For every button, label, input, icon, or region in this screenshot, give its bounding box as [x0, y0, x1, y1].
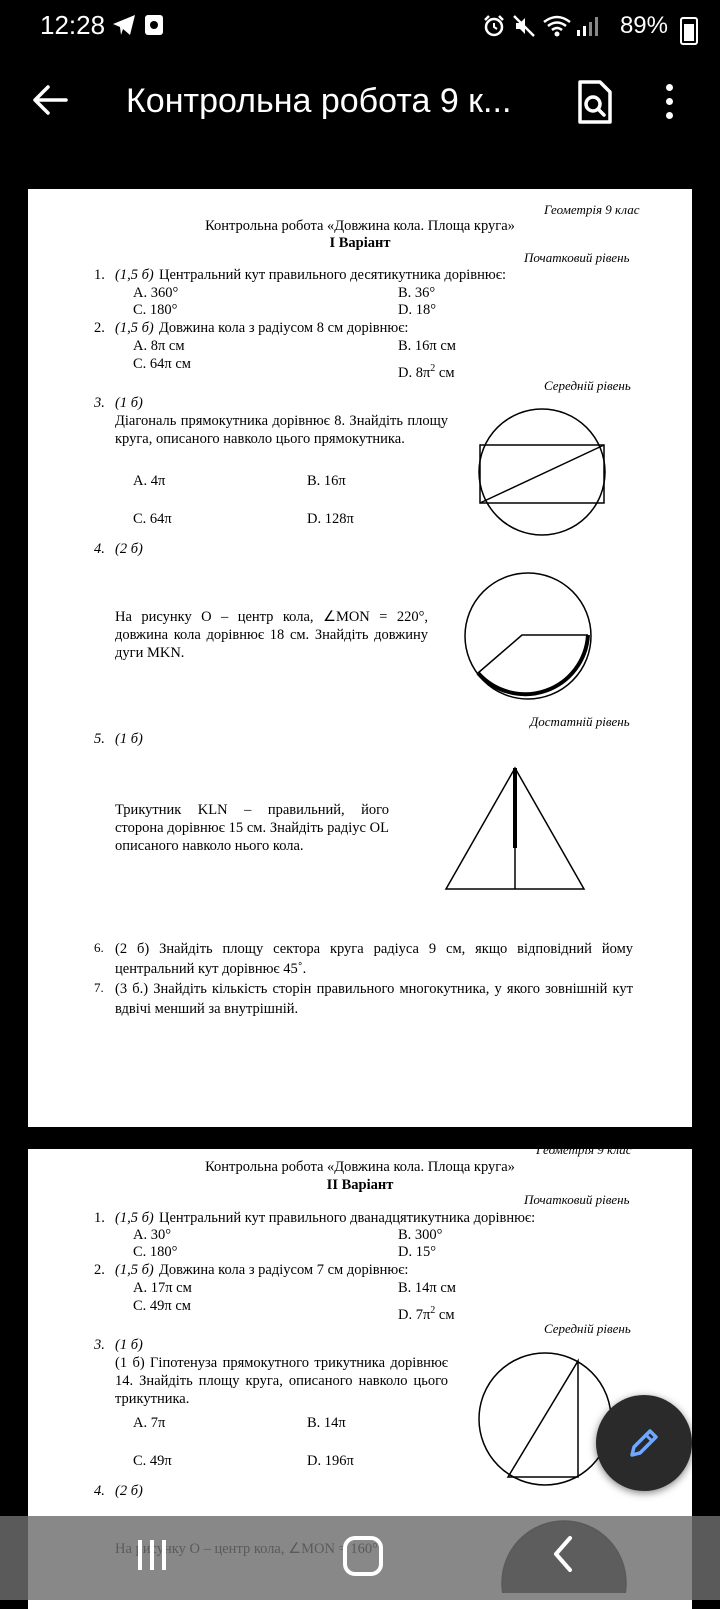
- level-mid-label: Середній рівень: [544, 378, 631, 393]
- level-sufficient-label: Достатній рівень: [530, 714, 630, 729]
- q2-text: Довжина кола з радіусом 8 см дорівнює:: [159, 320, 409, 336]
- q7-text: (3 б.) Знайдіть кількість сторін правильного многокутника, у якого зовнішній кут вдвічі менший за внутрішній.: [115, 981, 633, 1017]
- q2-points: (1,5 б): [115, 1262, 154, 1278]
- q2-number: 2.: [94, 320, 105, 336]
- q2-option-b: В. 16π см: [398, 338, 456, 354]
- nav-back-icon[interactable]: [548, 1534, 578, 1574]
- q3-number: 3.: [94, 395, 105, 411]
- status-time: 12:28: [40, 10, 106, 40]
- q1-option-b: В. 300°: [398, 1227, 443, 1243]
- q5-text: Трикутник KLN – правильний, його сторона дорівнює 15 см. Знайдіть радіус OL описаного навколо нього кола.: [115, 802, 389, 854]
- variant-title: І Варіант: [329, 235, 391, 251]
- home-icon[interactable]: [343, 1536, 383, 1576]
- recent-apps-icon[interactable]: [138, 1540, 174, 1570]
- battery-icon: [680, 17, 698, 45]
- q1-option-c: С. 180°: [133, 302, 178, 318]
- q3-option-d: D. 128π: [307, 511, 354, 527]
- document-title: Контрольна робота 9 к...: [126, 82, 512, 120]
- q2-option-a: А. 8π см: [133, 338, 185, 354]
- q3-option-b: В. 16π: [307, 473, 346, 489]
- q4-number: 4.: [94, 1483, 105, 1499]
- q3-option-a: А. 7π: [133, 1415, 166, 1431]
- q5-points: (1 б): [115, 731, 143, 747]
- level-initial-label: Початковий рівень: [524, 1192, 630, 1207]
- q1-option-a: А. 30°: [133, 1227, 172, 1243]
- q2-option-d: D. $8\pi^2$ см: [398, 363, 455, 381]
- q1-option-d: D. 18°: [398, 302, 437, 318]
- q2-text: Довжина кола з радіусом 7 см дорівнює:: [159, 1262, 409, 1278]
- variant-title: ІІ Варіант: [326, 1177, 394, 1193]
- q4-number: 4.: [94, 541, 105, 557]
- q2-option-a: А. 17π см: [133, 1280, 192, 1296]
- q2-number: 2.: [94, 1262, 105, 1278]
- mute-icon: [512, 14, 536, 44]
- alarm-icon: [482, 14, 506, 44]
- q3-option-c: С. 49π: [133, 1453, 172, 1469]
- q3-figure-circle-triangle: [472, 1351, 618, 1487]
- notification-app-icon: [144, 14, 164, 42]
- q1-option-a: А. 360°: [133, 285, 179, 301]
- q3-option-d: D. 196π: [307, 1453, 354, 1469]
- level-mid-label: Середній рівень: [544, 1321, 631, 1336]
- test-title: Контрольна робота «Довжина кола. Площа круга»: [205, 1159, 515, 1175]
- q1-option-c: С. 180°: [133, 1244, 178, 1260]
- q6-number: 6.: [94, 940, 104, 955]
- edit-fab-button[interactable]: [596, 1395, 692, 1491]
- q4-points: (2 б): [115, 1483, 143, 1499]
- q3-number: 3.: [94, 1337, 105, 1353]
- q2-option-c: С. 64π см: [133, 356, 191, 372]
- pencil-icon: [624, 1423, 664, 1463]
- q2-points: (1,5 б): [115, 320, 154, 336]
- test-title: Контрольна робота «Довжина кола. Площа круга»: [205, 218, 515, 234]
- q3-points: (1 б): [115, 395, 143, 411]
- q3-option-c: С. 64π: [133, 511, 172, 527]
- q4-points: (2 б): [115, 541, 143, 557]
- q3-text: (1 б) Гіпотенуза прямокутного трикутника дорівнює 14. Знайдіть площу круга, описаного навколо цього трикутника.: [115, 1355, 448, 1407]
- subject-label: Геометрія 9 клас: [536, 1142, 632, 1157]
- telegram-icon: [112, 14, 136, 42]
- q7-number: 7.: [94, 980, 104, 995]
- q5-number: 5.: [94, 731, 105, 747]
- signal-icon: [576, 14, 598, 44]
- q3-option-b: В. 14π: [307, 1415, 346, 1431]
- q2-option-b: В. 14π см: [398, 1280, 456, 1296]
- q6-text: (2 б) Знайдіть площу сектора круга радіуса 9 см, якщо відповідний йому центральний кут дорівнює 45˚.: [115, 941, 633, 977]
- q3-text: Діагональ прямокутника дорівнює 8. Знайдіть площу круга, описаного навколо цього прямокутника.: [115, 413, 448, 447]
- system-nav-bar: [0, 1516, 720, 1600]
- more-options-icon[interactable]: [664, 84, 674, 124]
- q1-text: Центральний кут правильного дванадцятикутника дорівнює:: [159, 1210, 536, 1226]
- document-search-icon[interactable]: [574, 80, 614, 124]
- subject-label: Геометрія 9 клас: [544, 202, 640, 217]
- q2-option-d: D. $7\pi^2$ см: [398, 1305, 455, 1323]
- battery-percent: 89%: [619, 12, 668, 39]
- document-page-1: [28, 189, 692, 1127]
- q4-figure-circle-arc: [458, 571, 598, 703]
- back-arrow-icon[interactable]: [30, 80, 70, 120]
- status-bar: [0, 0, 720, 56]
- q5-figure-triangle: [442, 764, 588, 894]
- q4-text: На рисунку O – центр кола, ∠MON = 220°, довжина кола дорівнює 18 см. Знайдіть довжину дуги MKN.: [115, 609, 428, 661]
- q1-points: (1,5 б): [115, 1210, 154, 1226]
- q1-number: 1.: [94, 267, 105, 283]
- q3-option-a: А. 4π: [133, 473, 166, 489]
- q1-points: (1,5 б): [115, 267, 154, 283]
- wifi-icon: [542, 14, 572, 44]
- q1-number: 1.: [94, 1210, 105, 1226]
- level-initial-label: Початковий рівень: [524, 250, 630, 265]
- q1-option-b: В. 36°: [398, 285, 436, 301]
- q2-option-c: С. 49π см: [133, 1298, 191, 1314]
- q1-option-d: D. 15°: [398, 1244, 437, 1260]
- q3-figure-circle-rectangle: [466, 407, 618, 537]
- app-bar: [0, 56, 720, 156]
- q3-points: (1 б): [115, 1337, 143, 1353]
- q1-text: Центральний кут правильного десятикутника дорівнює:: [159, 267, 506, 283]
